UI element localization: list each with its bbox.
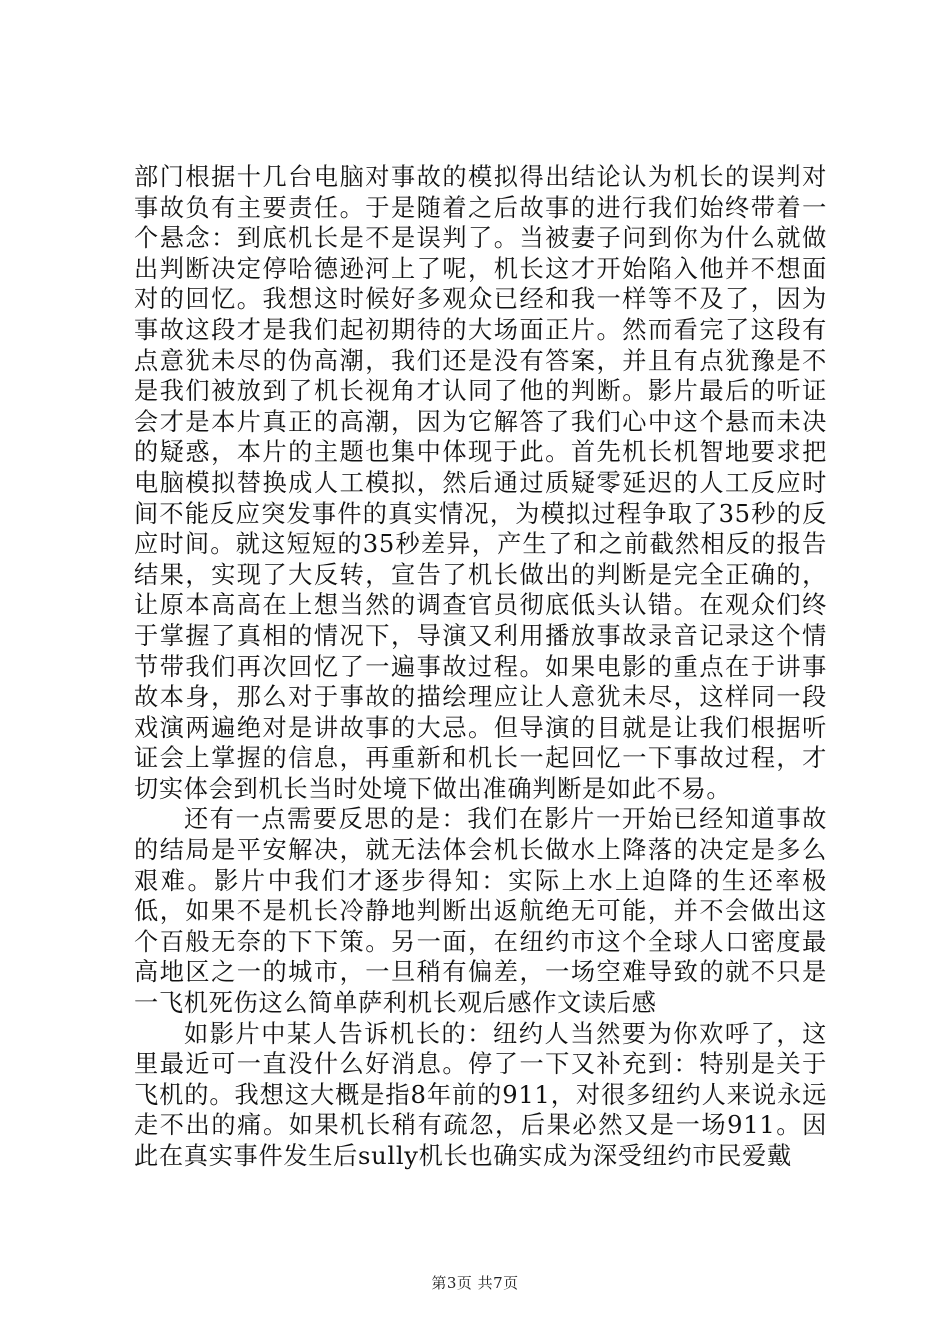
- paragraph-1: 部门根据十几台电脑对事故的模拟得出结论认为机长的误判对事故负有主要责任。于是随着之后故事的进行我们始终带着一个悬念：到底机长是不是误判了。当被妻子问到你为什么就做出判断决定停哈德逊河上了呢，机长这才开始陷入他并不想面对的回忆。我想这时候好多观众已经和我一样等不及了，因为事故这段才是我们起初期待的大场面正片。然而看完了这段有点意犹未尽的伪高潮，我们还是没有答案，并且有点犹豫是不是我们被放到了机长视角才认同了他的判断。影片最后的听证会才是本片真正的高潮，因为它解答了我们心中这个悬而未决的疑惑，本片的主题也集中体现于此。首先机长机智地要求把电脑模拟替换成人工模拟，然后通过质疑零延迟的人工反应时间不能反应突发事件的真实情况，为模拟过程争取了35秒的反应时间。就这短短的35秒差异，产生了和之前截然相反的报告结果，实现了大反转，宣告了机长做出的判断是完全正确的，让原本高高在上想当然的调查官员彻底低头认错。在观众们终于掌握了真相的情况下，导演又利用播放事故录音记录这个情节带我们再次回忆了一遍事故过程。如果电影的重点在于讲事故本身，那么对于事故的描绘理应让人意犹未尽，这样同一段戏演两遍绝对是讲故事的大忌。但导演的目就是让我们根据听证会上掌握的信息，再重新和机长一起回忆一下事故过程，才切实体会到机长当时处境下做出准确判断是如此不易。: [134, 163, 827, 803]
- page-number-label: 第3页 共7页: [431, 1274, 519, 1292]
- page-footer: [0, 1272, 950, 1293]
- body-text: [134, 162, 827, 1172]
- paragraph-3: 如影片中某人告诉机长的：纽约人当然要为你欢呼了，这里最近可一直没什么好消息。停了一下又补充到：特别是关于飞机的。我想这大概是指8年前的911，对很多纽约人来说永远走不出的痛。如果机长稍有疏忽，后果必然又是一场911。因此在真实事件发生后sully机长也确实成为深受纽约市民爱戴: [134, 1019, 827, 1170]
- paragraph-2: 还有一点需要反思的是：我们在影片一开始已经知道事故的结局是平安解决，就无法体会机长做水上降落的决定是多么艰难。影片中我们才逐步得知：实际上水上迫降的生还率极低，如果不是机长冷静地判断出返航绝无可能，并不会做出这个百般无奈的下下策。另一面，在纽约市这个全球人口密度最高地区之一的城市，一旦稍有偏差，一场空难导致的就不只是一飞机死伤这么简单萨利机长观后感作文读后感: [134, 805, 827, 1018]
